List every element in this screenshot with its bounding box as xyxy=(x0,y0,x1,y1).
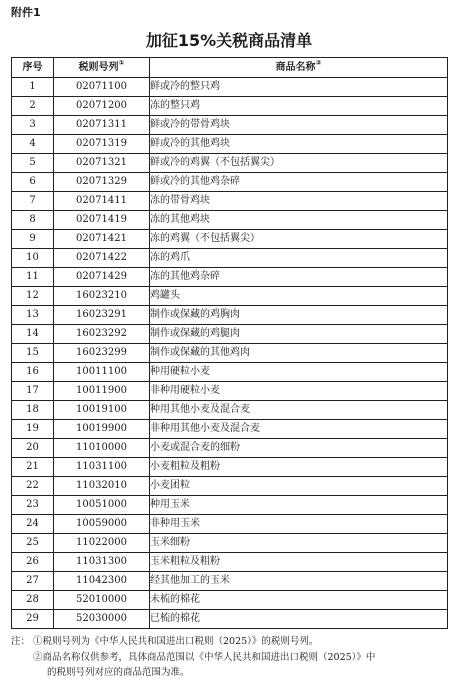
table-row xyxy=(12,363,448,382)
tariff-code: 16023292 xyxy=(54,325,150,344)
table-row xyxy=(12,287,448,306)
row-number: 23 xyxy=(12,496,54,515)
tariff-code: 10019900 xyxy=(54,420,150,439)
row-number: 24 xyxy=(12,515,54,534)
row-number: 7 xyxy=(12,192,54,211)
row-number: 25 xyxy=(12,534,54,553)
product-name: 非种用其他小麦及混合麦 xyxy=(150,420,448,439)
table-row xyxy=(12,420,448,439)
product-name: 鲜或冷的带骨鸡块 xyxy=(150,116,448,135)
table-row xyxy=(12,458,448,477)
product-name: 种用玉米 xyxy=(150,496,448,515)
column-header-no: 序号 xyxy=(12,58,54,78)
table-row xyxy=(12,192,448,211)
table-row xyxy=(12,515,448,534)
footnote-2: ②商品名称仅供参考，具体商品范围以《中华人民共和国进出口税则（2025）》中 xyxy=(33,652,376,663)
tariff-code: 10019100 xyxy=(54,401,150,420)
tariff-code: 02071411 xyxy=(54,192,150,211)
row-number: 27 xyxy=(12,572,54,591)
row-number: 5 xyxy=(12,154,54,173)
product-name: 冻的鸡翼（不包括翼尖） xyxy=(150,230,448,249)
product-name: 冻的整只鸡 xyxy=(150,97,448,116)
table-row xyxy=(12,572,448,591)
tariff-code: 16023210 xyxy=(54,287,150,306)
product-name: 非种用硬粒小麦 xyxy=(150,382,448,401)
product-name: 冻的鸡爪 xyxy=(150,249,448,268)
tariff-code: 52010000 xyxy=(54,591,150,610)
tariff-code: 02071319 xyxy=(54,135,150,154)
table-row xyxy=(12,116,448,135)
row-number: 17 xyxy=(12,382,54,401)
tariff-code: 11031300 xyxy=(54,553,150,572)
table-row xyxy=(12,344,448,363)
product-name: 鲜或冷的其他鸡杂碎 xyxy=(150,173,448,192)
table-row xyxy=(12,97,448,116)
product-name: 冻的其他鸡块 xyxy=(150,211,448,230)
row-number: 3 xyxy=(12,116,54,135)
table-row xyxy=(12,496,448,515)
table-row xyxy=(12,78,448,97)
row-number: 6 xyxy=(12,173,54,192)
table-row xyxy=(12,268,448,287)
footnote-label: 注： xyxy=(11,636,31,647)
tariff-code: 52030000 xyxy=(54,610,150,629)
row-number: 11 xyxy=(12,268,54,287)
product-name: 鸡罐头 xyxy=(150,287,448,306)
tariff-code: 11010000 xyxy=(54,439,150,458)
tariff-code: 02071419 xyxy=(54,211,150,230)
row-number: 4 xyxy=(12,135,54,154)
table-header-row xyxy=(12,58,448,78)
table-row xyxy=(12,610,448,629)
table-row xyxy=(12,401,448,420)
tariff-code: 11032010 xyxy=(54,477,150,496)
tariff-code: 02071329 xyxy=(54,173,150,192)
tariff-code: 02071429 xyxy=(54,268,150,287)
page-title: 加征15%关税商品清单 xyxy=(145,31,313,50)
row-number: 22 xyxy=(12,477,54,496)
product-name: 玉米细粉 xyxy=(150,534,448,553)
table-row xyxy=(12,325,448,344)
product-name: 冻的带骨鸡块 xyxy=(150,192,448,211)
table-row xyxy=(12,173,448,192)
table-row xyxy=(12,135,448,154)
table-row xyxy=(12,306,448,325)
row-number: 15 xyxy=(12,344,54,363)
table-row xyxy=(12,211,448,230)
row-number: 18 xyxy=(12,401,54,420)
product-name: 非种用玉米 xyxy=(150,515,448,534)
row-number: 10 xyxy=(12,249,54,268)
footnote-1: ①税则号列为《中华人民共和国进出口税则（2025）》的税则号列。 xyxy=(33,636,319,647)
row-number: 19 xyxy=(12,420,54,439)
product-name: 制作或保藏的鸡胸肉 xyxy=(150,306,448,325)
table-row xyxy=(12,477,448,496)
tariff-code: 02071200 xyxy=(54,97,150,116)
row-number: 16 xyxy=(12,363,54,382)
table-row xyxy=(12,382,448,401)
table-body xyxy=(12,78,448,629)
product-name: 鲜或冷的整只鸡 xyxy=(150,78,448,97)
row-number: 1 xyxy=(12,78,54,97)
row-number: 9 xyxy=(12,230,54,249)
product-name: 玉米粗粒及粗粉 xyxy=(150,553,448,572)
row-number: 21 xyxy=(12,458,54,477)
table-row xyxy=(12,154,448,173)
footnote-mark-2: ② xyxy=(315,59,322,67)
row-number: 13 xyxy=(12,306,54,325)
row-number: 14 xyxy=(12,325,54,344)
row-number: 8 xyxy=(12,211,54,230)
product-name: 小麦粗粒及粗粉 xyxy=(150,458,448,477)
row-number: 12 xyxy=(12,287,54,306)
tariff-code: 02071311 xyxy=(54,116,150,135)
tariff-code: 02071422 xyxy=(54,249,150,268)
product-name: 鲜或冷的其他鸡块 xyxy=(150,135,448,154)
tariff-code: 10011900 xyxy=(54,382,150,401)
row-number: 2 xyxy=(12,97,54,116)
product-name: 种用其他小麦及混合麦 xyxy=(150,401,448,420)
tariff-code: 10051000 xyxy=(54,496,150,515)
table-row xyxy=(12,249,448,268)
table-row xyxy=(12,553,448,572)
product-name: 种用硬粒小麦 xyxy=(150,363,448,382)
tariff-goods-table xyxy=(11,57,448,629)
tariff-code: 11031100 xyxy=(54,458,150,477)
row-number: 29 xyxy=(12,610,54,629)
tariff-code: 11022000 xyxy=(54,534,150,553)
footnote-2-continued: 的税则号列对应的商品范围为准。 xyxy=(47,667,190,678)
row-number: 26 xyxy=(12,553,54,572)
tariff-code: 10059000 xyxy=(54,515,150,534)
product-name: 制作或保藏的其他鸡肉 xyxy=(150,344,448,363)
tariff-code: 02071100 xyxy=(54,78,150,97)
product-name: 已梳的棉花 xyxy=(150,610,448,629)
row-number: 28 xyxy=(12,591,54,610)
product-name: 小麦或混合麦的细粉 xyxy=(150,439,448,458)
row-number: 20 xyxy=(12,439,54,458)
table-row xyxy=(12,230,448,249)
table-row xyxy=(12,534,448,553)
product-name: 未梳的棉花 xyxy=(150,591,448,610)
product-name: 鲜或冷的鸡翼（不包括翼尖） xyxy=(150,154,448,173)
tariff-code: 02071421 xyxy=(54,230,150,249)
column-header-code: 税则号列① xyxy=(54,58,150,78)
tariff-code: 16023299 xyxy=(54,344,150,363)
product-name: 经其他加工的玉米 xyxy=(150,572,448,591)
product-name: 制作或保藏的鸡腿肉 xyxy=(150,325,448,344)
tariff-code: 10011100 xyxy=(54,363,150,382)
table-row xyxy=(12,439,448,458)
attachment-label: 附件1 xyxy=(11,6,41,19)
tariff-code: 02071321 xyxy=(54,154,150,173)
tariff-code: 16023291 xyxy=(54,306,150,325)
product-name: 冻的其他鸡杂碎 xyxy=(150,268,448,287)
footnote-mark-1: ① xyxy=(118,59,125,67)
product-name: 小麦团粒 xyxy=(150,477,448,496)
column-header-name: 商品名称② xyxy=(150,58,448,78)
table-row xyxy=(12,591,448,610)
tariff-code: 11042300 xyxy=(54,572,150,591)
